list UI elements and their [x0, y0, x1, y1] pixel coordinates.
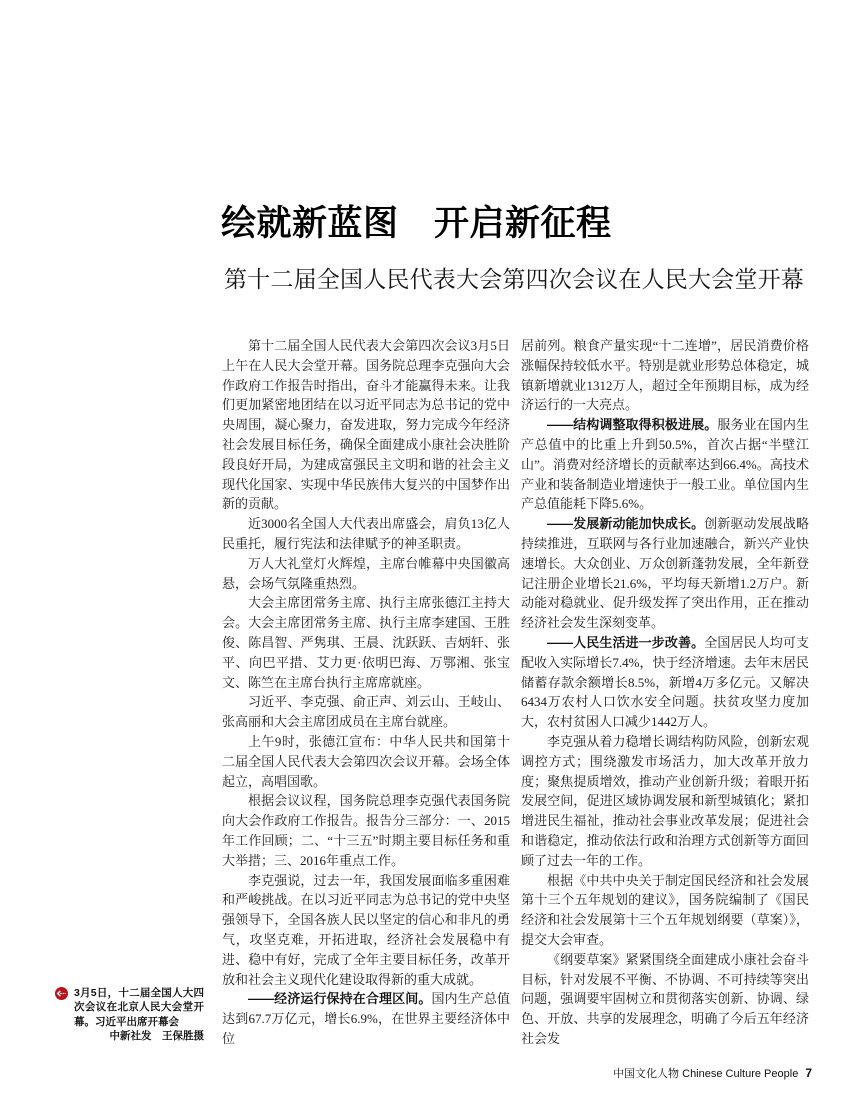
page-footer [613, 1065, 812, 1081]
paragraph-text: 上午9时，张德江宣布：中华人民共和国第十二届全国人民代表大会第四次会议开幕。会场全体起立，高唱国歌。 [222, 733, 510, 789]
paragraph [222, 514, 510, 554]
page-number: 7 [805, 1066, 812, 1080]
paragraph-text: 习近平、李克强、俞正声、刘云山、王岐山、张高丽和大会主席团成员在主席台就座。 [222, 694, 510, 730]
paragraph-text: 服务业在国内生产总值中的比重上升到50.5%，首次占据“半壁江山”。消费对经济增长的贡献率达到66.4%。高技术产业和装备制造业增速快于一般工业。单位国内生产总值能耗下降5.6%。 [521, 417, 809, 512]
paragraph [222, 732, 510, 791]
article-body [222, 336, 809, 1049]
paragraph [521, 633, 809, 732]
paragraph-text: 近3000名全国人大代表出席盛会，肩负13亿人民重托，履行宪法和法律赋予的神圣职责。 [222, 516, 510, 551]
paragraph [222, 593, 510, 692]
paragraph [521, 514, 809, 633]
paragraph-lead: ——经济运行保持在合理区间。 [248, 991, 432, 1007]
paragraph [222, 554, 510, 594]
paragraph [222, 791, 510, 870]
paragraph-lead: ——结构调整取得积极进展。 [547, 417, 718, 433]
paragraph [521, 732, 809, 871]
text-column-left [222, 336, 510, 1049]
paragraph-text: 根据《中共中央关于制定国民经济和社会发展第十三个五年规划的建议》，国务院编制了《国民经济和社会发展第十三个五年规划纲要（草案）》，提交大会审查。 [521, 872, 809, 947]
paragraph-text: 根据会议议程，国务院总理李克强代表国务院向大会作政府工作报告。报告分三部分：一、2015年工作回顾；二、“十三五”时期主要目标任务和重大举措；三、2016年重点工作。 [222, 793, 510, 868]
paragraph-text: 国内生产总值达到67.7万亿元，增长6.9%，在世界主要经济体中位 [222, 991, 510, 1046]
caption-credit: 中新社发 王保胜摄 [109, 1030, 204, 1043]
paragraph-text: 居前列。粮食产量实现“十二连增”，居民消费价格涨幅保持较低水平。特别是就业形势总体稳定，城镇新增就业1312万人，超过全年预期目标，成为经济运行的一大亮点。 [521, 338, 809, 413]
paragraph [222, 989, 510, 1048]
paragraph [222, 336, 510, 514]
paragraph [222, 871, 510, 990]
page-subtitle: 第十二届全国人民代表大会第四次会议在人民大会堂开幕 [224, 267, 804, 292]
paragraph-text: 大会主席团常务主席、执行主席张德江主持大会。大会主席团常务主席、执行主席李建国、王胜俊、陈昌智、严隽琪、王晨、沈跃跃、吉炳轩、张平、向巴平措、艾力更·依明巴海、万鄂湘、张宝文、陈竺在主席台执行主席席就座。 [222, 595, 510, 690]
left-arrow-icon [55, 987, 68, 1000]
paragraph [521, 871, 809, 950]
magazine-name-cn: 中国文化人物 [613, 1068, 680, 1080]
paragraph [521, 415, 809, 514]
caption-body [74, 986, 204, 1044]
caption-text: 3月5日，十二届全国人大四次会议在北京人民大会堂开幕。习近平出席开幕会 [74, 987, 204, 1028]
paragraph-text: 第十二届全国人民代表大会第四次会议3月5日上午在人民大会堂开幕。国务院总理李克强向大会作政府工作报告时指出，奋斗才能赢得未来。让我们更加紧密地团结在以习近平同志为总书记的党中央周围，凝心聚力，奋发进取，努力完成今年经济社会发展目标任务，确保全面建成小康社会决胜阶段良好开局，为建成富强民主文明和谐的社会主义现代化国家、实现中华民族伟大复兴的中国梦作出新的贡献。 [222, 338, 510, 512]
paragraph-lead: ——人民生活进一步改善。 [547, 634, 705, 650]
paragraph-text: 《纲要草案》紧紧围绕全面建成小康社会奋斗目标，针对发展不平衡、不协调、不可持续等突出问题，强调要牢固树立和贯彻落实创新、协调、绿色、开放、共享的发展理念，明确了今后五年经济社会发 [521, 951, 809, 1046]
paragraph-text: 全国居民人均可支配收入实际增长7.4%，快于经济增速。去年末居民储蓄存款余额增长8.5%，新增4万多亿元。又解决6434万农村人口饮水安全问题。扶贫攻坚力度加大，农村贫困人口减少1442万人。 [521, 634, 809, 730]
paragraph-text: 李克强说，过去一年，我国发展面临多重困难和严峻挑战。在以习近平同志为总书记的党中央坚强领导下，全国各族人民以坚定的信心和非凡的勇气，攻坚克难，开拓进取，经济社会发展稳中有进、稳中有好，完成了全年主要目标任务，改革开放和社会主义现代化建设取得新的重大成就。 [222, 872, 510, 987]
paragraph [222, 692, 510, 732]
paragraph [521, 950, 809, 1049]
magazine-name-en: Chinese Culture People [682, 1068, 799, 1080]
paragraph-lead: ——发展新动能加快成长。 [547, 516, 705, 532]
paragraph-text: 万人大礼堂灯火辉煌，主席台帷幕中央国徽高悬，会场气氛隆重热烈。 [222, 555, 510, 591]
paragraph-text: 李克强从着力稳增长调结构防风险，创新宏观调控方式；围绕激发市场活力，加大改革开放力度；聚焦提质增效，推动产业创新升级；着眼开拓发展空间，促进区域协调发展和新型城镇化；紧扣增进民生福祉，推动社会事业改革发展；促进社会和谐稳定，推动依法行政和治理方式创新等方面回顾了过去一年的工作。 [521, 733, 809, 868]
text-column-right [521, 336, 809, 1049]
paragraph-text: 创新驱动发展战略持续推进，互联网与各行业加速融合，新兴产业快速增长。大众创业、万众创新蓬勃发展，全年新登记注册企业增长21.6%，平均每天新增1.2万户。新动能对稳就业、促升级发挥了突出作用，正在推动经济社会发生深刻变革。 [521, 516, 809, 631]
paragraph [521, 336, 809, 415]
photo-caption [55, 986, 207, 1044]
page-title: 绘就新蓝图 开启新征程 [221, 204, 612, 243]
